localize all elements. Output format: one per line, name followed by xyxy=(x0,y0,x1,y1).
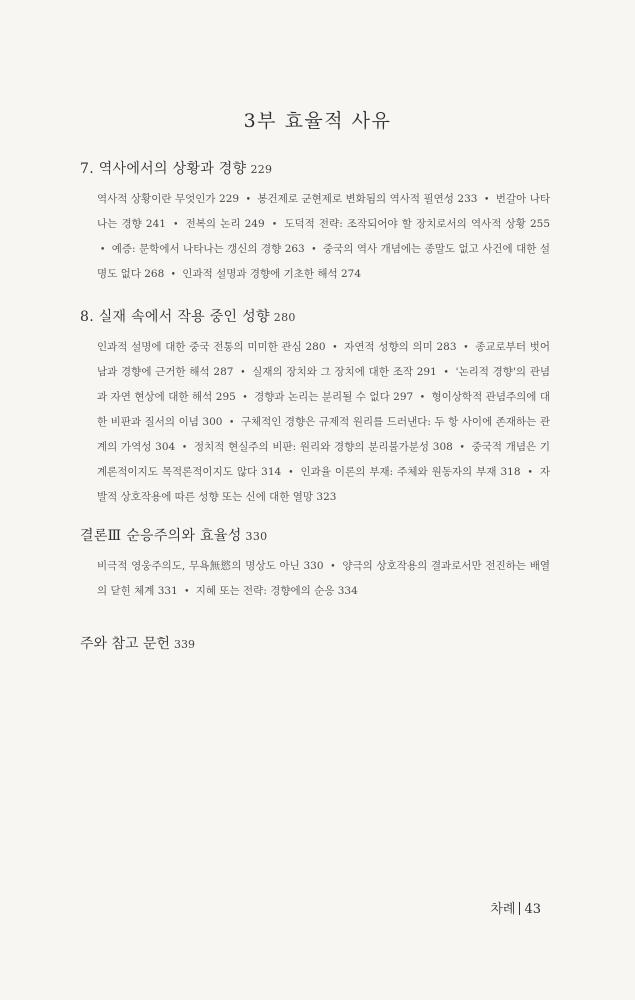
toc-entry: '논리적 경향'의 관념과 자연 현상에 대한 해석 295 xyxy=(97,366,550,403)
bullet-separator: • xyxy=(173,220,179,230)
toc-entry: 번갈아 나타나는 경향 241 xyxy=(97,193,551,230)
chapter-conclusion-3 xyxy=(80,525,550,604)
toc-entry: 경향과 논리는 분리될 수 없다 297 xyxy=(254,391,414,403)
bullet-separator: • xyxy=(242,393,248,403)
bullet-separator: • xyxy=(483,195,490,205)
bullet-separator: • xyxy=(330,562,336,572)
chapter-heading xyxy=(80,306,550,326)
bullet-separator: • xyxy=(459,443,465,453)
bullet-separator: • xyxy=(463,343,469,353)
chapter-entries xyxy=(97,187,550,287)
bullet-separator: • xyxy=(443,368,449,378)
bullet-separator: • xyxy=(271,220,278,230)
chapter-7 xyxy=(80,158,550,287)
footer-label: 차례 xyxy=(490,902,516,917)
page-footer xyxy=(490,898,541,917)
toc-entry: 도덕적 전략: 조작되어야 할 장치로서의 역사적 상황 255 xyxy=(284,218,551,230)
toc-entry: 자연적 성향의 의미 283 xyxy=(344,341,457,353)
toc-entry: 실재의 장치와 그 장치에 대한 조작 291 xyxy=(252,366,437,378)
bullet-separator: • xyxy=(184,587,190,597)
bullet-separator: • xyxy=(170,270,176,280)
bullet-separator: • xyxy=(288,468,294,478)
chapter-heading xyxy=(80,158,550,178)
notes-title: 주와 참고 문헌 xyxy=(80,636,171,652)
toc-entry: 중국적 개념은 기계론적이지도 목적론적이지도 않다 314 xyxy=(97,441,550,478)
chapter-title: 8. 실재 속에서 작용 중인 성향 xyxy=(80,309,270,325)
toc-entry: 중국의 역사 개념에는 종말도 없고 사건에 대한 설명도 없다 268 xyxy=(97,243,550,280)
bullet-separator: • xyxy=(332,343,338,353)
toc-entry: 종교로부터 벗어남과 경향에 근거한 해석 287 xyxy=(97,341,550,378)
chapter-page: 280 xyxy=(273,311,296,324)
bullet-separator: • xyxy=(100,245,106,255)
toc-entry: 역사적 상황이란 무엇인가 229 xyxy=(97,193,240,205)
chapter-heading xyxy=(80,525,550,545)
toc-entry: 전복의 논리 249 xyxy=(185,218,265,230)
toc-entry: 양극의 상호작용의 결과로서만 전진하는 배열의 닫힌 체계 331 xyxy=(97,560,551,597)
notes-page: 339 xyxy=(174,638,196,651)
chapter-entries xyxy=(97,335,550,509)
footer-divider xyxy=(519,902,520,915)
toc-entry: 구체적인 경향은 규제적 원리를 드러낸다: 두 항 사이에 존재하는 관계의 가역성 304 xyxy=(97,416,550,453)
toc-entry: 인과적 설명에 대한 중국 전통의 미미한 관심 280 xyxy=(97,341,326,353)
bullet-separator: • xyxy=(419,393,426,403)
toc-entry: 비극적 영웅주의도, 무욕無慾의 명상도 아닌 330 xyxy=(97,560,324,572)
toc-entry: 정치적 현실주의 비판: 원리와 경향의 분리불가분성 308 xyxy=(193,441,453,453)
toc-entry: 자발적 상호작용에 따른 성향 또는 신에 대한 열망 323 xyxy=(97,466,550,503)
chapter-page: 229 xyxy=(250,163,273,176)
toc-entry: 지혜 또는 전략: 경향에의 순응 334 xyxy=(195,585,358,597)
chapter-title: 7. 역사에서의 상황과 경향 xyxy=(80,161,247,177)
toc-entry: 봉건제로 군현제로 변화됨의 역사적 필연성 233 xyxy=(257,193,478,205)
notes-and-references xyxy=(80,633,195,653)
page-number: 43 xyxy=(524,902,541,917)
chapter-page: 330 xyxy=(245,530,268,543)
part-title: 3부 효율적 사유 xyxy=(243,110,392,132)
chapter-8 xyxy=(80,306,550,509)
bullet-separator: • xyxy=(311,245,317,255)
chapter-title: 결론Ⅲ 순응주의와 효율성 xyxy=(80,528,242,544)
bullet-separator: • xyxy=(527,468,533,478)
bullet-separator: • xyxy=(245,195,251,205)
toc-entry: 예증: 문학에서 나타나는 갱신의 경향 263 xyxy=(111,243,305,255)
chapter-entries xyxy=(97,554,550,604)
bullet-separator: • xyxy=(228,418,235,428)
toc-entry: 인과적 설명과 경향에 기초한 해석 274 xyxy=(182,268,362,280)
toc-entry: 형이상학적 관념주의에 대한 비판과 질서의 이념 300 xyxy=(97,391,551,428)
bullet-separator: • xyxy=(240,368,246,378)
bullet-separator: • xyxy=(181,443,188,453)
toc-entry: 인과율 이론의 부재: 주체와 원동자의 부재 318 xyxy=(300,466,521,478)
